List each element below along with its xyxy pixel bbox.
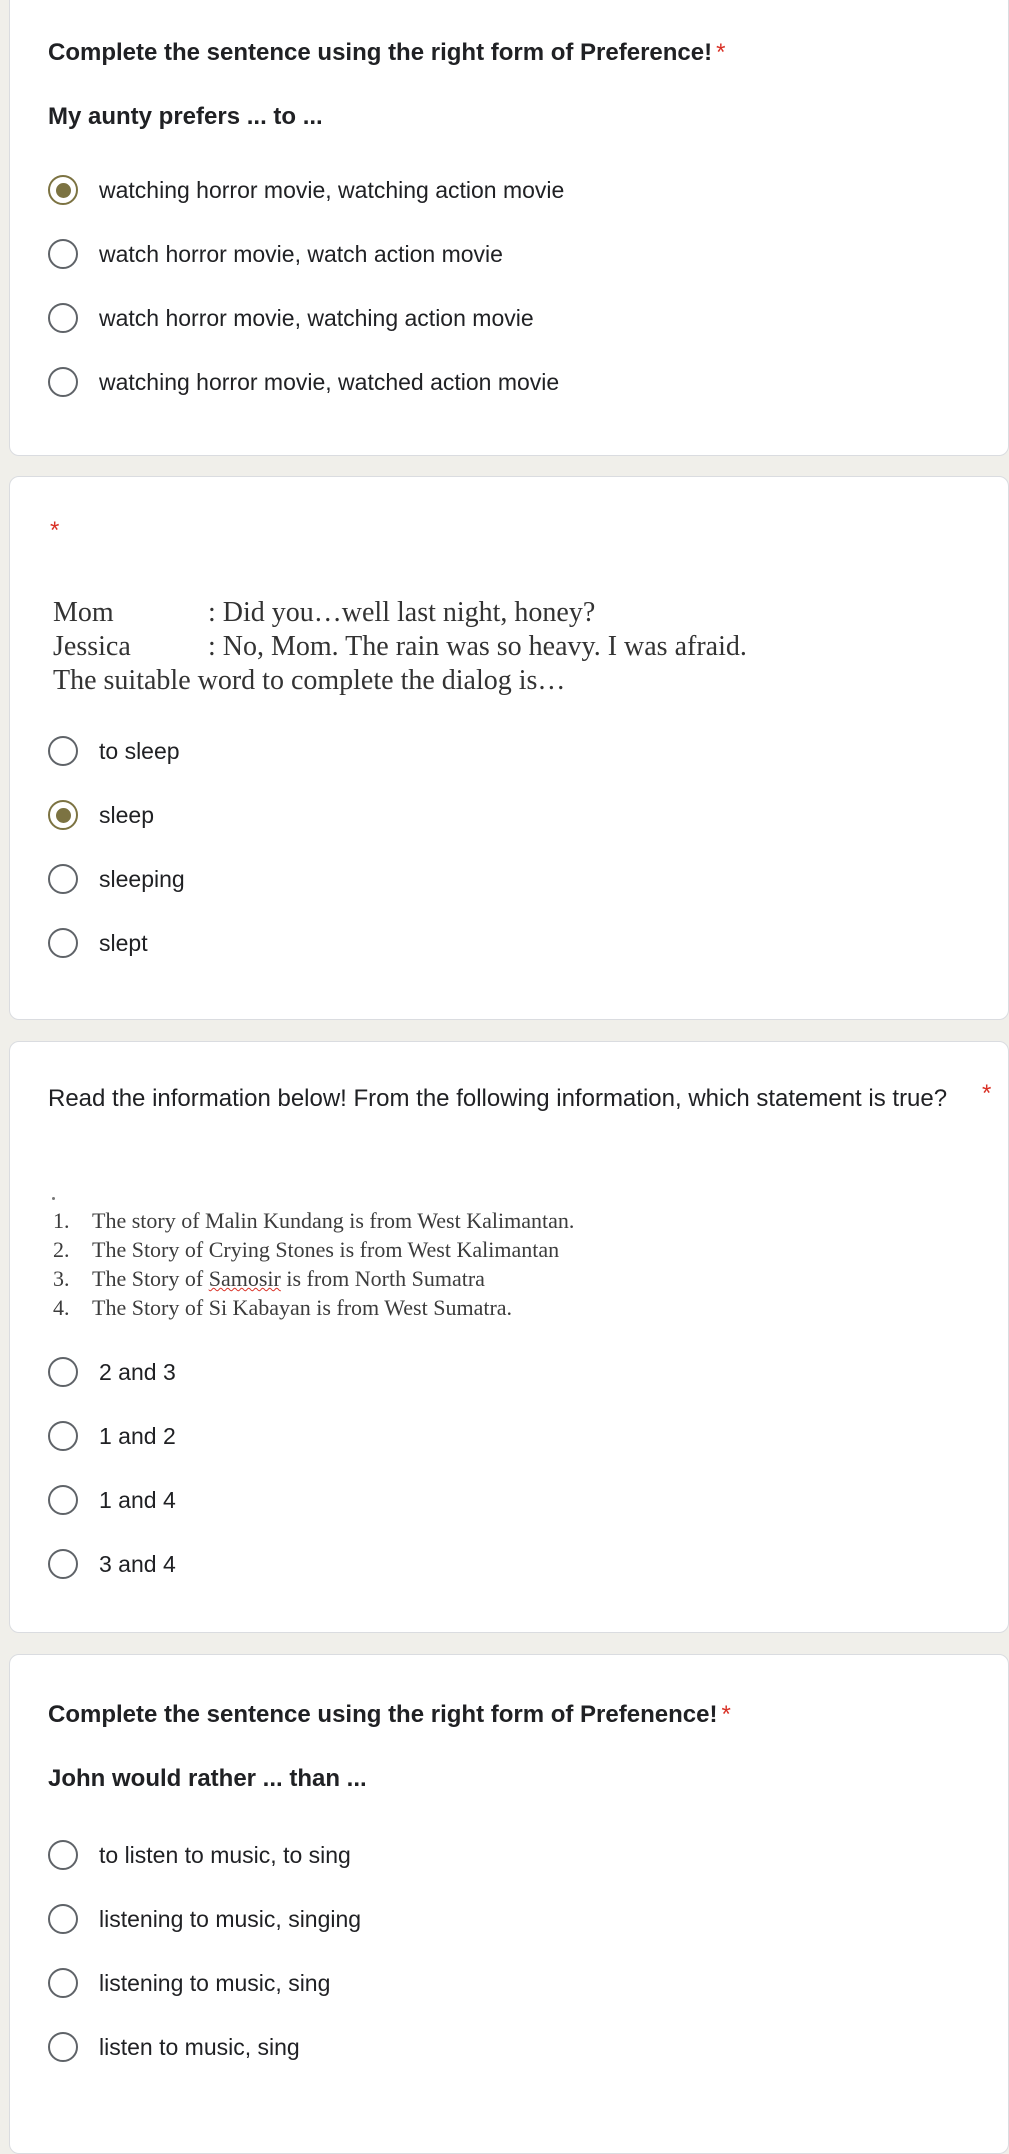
required-asterisk: * — [716, 39, 726, 66]
list-item: The Story of Si Kabayan is from West Sumatra. — [92, 1295, 513, 1320]
question-title: Complete the sentence using the right form of Preference! * — [48, 39, 726, 66]
list-item: The story of Malin Kundang is from West Kalimantan. — [92, 1208, 575, 1233]
list-number: 2. — [53, 1237, 70, 1262]
radio-option[interactable] — [48, 1418, 176, 1454]
question-prompt: My aunty prefers ... to ... — [48, 103, 323, 130]
list-item: The Story of Crying Stones is from West Kalimantan — [92, 1237, 560, 1262]
option-label: 2 and 3 — [99, 1359, 176, 1385]
dialog-text — [53, 596, 747, 698]
radio-option[interactable] — [48, 1901, 361, 1937]
option-label: watch horror movie, watching action movie — [99, 305, 534, 331]
radio-option[interactable] — [48, 797, 154, 833]
radio-option[interactable] — [48, 172, 564, 208]
radio-button[interactable] — [48, 239, 78, 269]
question-card-3 — [9, 1041, 1009, 1633]
radio-option[interactable] — [48, 2029, 300, 2065]
radio-option[interactable] — [48, 1482, 176, 1518]
dialog-line: : No, Mom. The rain was so heavy. I was afraid. — [208, 631, 747, 662]
radio-button[interactable] — [48, 736, 78, 766]
radio-button[interactable] — [48, 1549, 78, 1579]
radio-option[interactable] — [48, 861, 185, 897]
stray-dot — [52, 1197, 55, 1200]
list-number: 4. — [53, 1295, 70, 1320]
radio-option[interactable] — [48, 236, 503, 272]
option-label: listening to music, singing — [99, 1906, 362, 1932]
required-asterisk: * — [721, 1701, 731, 1728]
dialog-line: : Did you…well last night, honey? — [208, 597, 596, 628]
radio-button[interactable] — [48, 2032, 78, 2062]
radio-button[interactable] — [48, 928, 78, 958]
radio-option[interactable] — [48, 1837, 351, 1873]
option-label: 1 and 2 — [99, 1423, 176, 1449]
radio-option[interactable] — [48, 364, 559, 400]
radio-button[interactable] — [48, 367, 78, 397]
radio-button[interactable] — [48, 864, 78, 894]
required-asterisk: * — [982, 1080, 992, 1107]
option-label: listening to music, sing — [99, 1970, 331, 1996]
radio-button[interactable] — [48, 303, 78, 333]
radio-button[interactable] — [48, 1421, 78, 1451]
radio-option[interactable] — [48, 1546, 176, 1582]
question-title: Complete the sentence using the right form of Prefenence! * — [48, 1701, 731, 1728]
radio-option[interactable] — [48, 925, 148, 961]
option-label: slept — [99, 930, 148, 956]
radio-option[interactable] — [48, 733, 180, 769]
option-label: sleeping — [99, 866, 185, 892]
misspelled-word: Samosir — [208, 1266, 281, 1291]
option-label: 1 and 4 — [99, 1487, 176, 1513]
option-label: watching horror movie, watched action movie — [99, 369, 560, 395]
question-card-4 — [9, 1654, 1009, 2154]
dialog-prompt: The suitable word to complete the dialog is… — [53, 665, 566, 696]
radio-button[interactable] — [48, 1357, 78, 1387]
radio-option[interactable] — [48, 1354, 176, 1390]
question-title: Read the information below! From the following information, which statement is true? — [48, 1085, 948, 1112]
speaker-mom: Mom — [53, 597, 114, 628]
list-item: The Story of Samosir is from North Sumatra — [92, 1266, 485, 1291]
info-list — [53, 1206, 574, 1322]
radio-button-selected[interactable] — [48, 175, 78, 205]
option-label: watching horror movie, watching action movie — [99, 177, 565, 203]
radio-button-selected[interactable] — [48, 800, 78, 830]
option-label: listen to music, sing — [99, 2034, 300, 2060]
option-label: to sleep — [99, 738, 180, 764]
required-asterisk: * — [50, 517, 60, 544]
radio-button[interactable] — [48, 1485, 78, 1515]
radio-option[interactable] — [48, 300, 534, 336]
radio-option[interactable] — [48, 1965, 330, 2001]
option-label: to listen to music, to sing — [99, 1842, 351, 1868]
question-prompt: John would rather ... than ... — [48, 1765, 367, 1792]
radio-button[interactable] — [48, 1968, 78, 1998]
list-number: 1. — [53, 1208, 70, 1233]
radio-button[interactable] — [48, 1840, 78, 1870]
speaker-jessica: Jessica — [53, 631, 131, 662]
option-label: watch horror movie, watch action movie — [99, 241, 503, 267]
question-card-2 — [9, 476, 1009, 1020]
radio-button[interactable] — [48, 1904, 78, 1934]
option-label: sleep — [99, 802, 154, 828]
option-label: 3 and 4 — [99, 1551, 176, 1577]
list-number: 3. — [53, 1266, 70, 1291]
question-card-1 — [9, 0, 1009, 456]
